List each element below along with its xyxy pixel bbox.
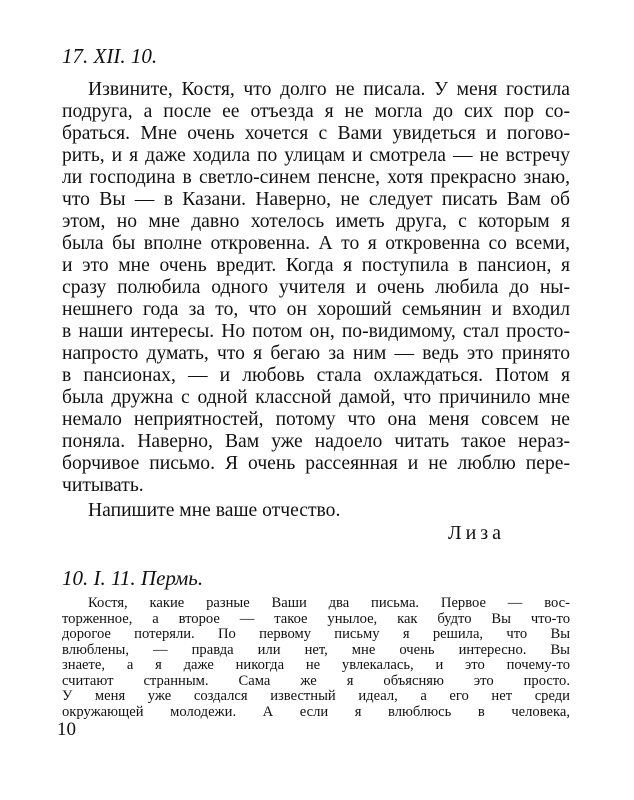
letter-2-line: дорогое потеряли. По первому письму я решила, что Вы <box>62 626 570 642</box>
letter-1-line: ли господина в светло-синем пенсне, хотя прекрасно знаю, <box>62 167 570 188</box>
letter-2-line: Костя, какие разные Ваши два письма. Первое — вос- <box>88 595 570 611</box>
letter-1-line: рить, и я даже ходила по улицам и смотрела — не встречу <box>62 145 570 166</box>
letter-2-line: знаете, а я даже никогда не увлекалась, и это почему-то <box>62 657 570 673</box>
letter-1-line: что Вы — в Казани. Наверно, не следует писать Вам об <box>62 189 570 210</box>
letter-1-signature: Лиза <box>448 522 506 544</box>
letter-1-line: немало неприятностей, потому что она меня совсем не <box>62 409 570 430</box>
page-number: 10 <box>57 719 76 740</box>
letter-1-line: браться. Мне очень хочется с Вами увидеться и погово- <box>62 123 570 144</box>
letter-2-date: 10. I. 11. Пермь. <box>62 566 204 590</box>
letter-1-date: 17. XII. 10. <box>62 44 158 68</box>
letter-1-line: поняла. Наверно, Вам уже надоело читать такое нераз- <box>62 431 570 452</box>
letter-1-line: подруга, а после ее отъезда я не могла до сих пор со- <box>62 101 570 122</box>
letter-1-line: напросто думать, что я бегаю за ним — ведь это принято <box>62 343 570 364</box>
letter-1-line: сразу полюбила одного учителя и очень любила до ны- <box>62 277 570 298</box>
letter-1-line: борчивое письмо. Я очень рассеянная и не люблю пере- <box>62 453 570 474</box>
letter-1-line: читывать. <box>62 475 144 496</box>
letter-1-line: в пансионах, — и любовь стала охлаждаться. Потом я <box>62 365 570 386</box>
letter-1-line: нешнего года за то, что он хороший семьянин и входил <box>62 299 570 320</box>
letter-2-line: торженное, а второе — такое унылое, как будто Вы что-то <box>62 610 570 627</box>
letter-1-line: была дружна с одной классной дамой, что причинило мне <box>62 387 570 408</box>
letter-2-line: У меня уже создался известный идеал, а его нет среди <box>62 688 570 704</box>
letter-2-line: считают странным. Сама же я объясняю это просто. <box>62 672 570 689</box>
letter-1-postscript: Напишите мне ваше отчество. <box>88 500 341 521</box>
letter-1-line: этом, но мне давно хотелось иметь друга, с которым я <box>62 211 570 232</box>
letter-1-line: была бы вполне откровенна. А то я откровенна со всеми, <box>62 233 570 254</box>
letter-2-line: окружающей молодежи. А если я влюблюсь в человека, <box>62 703 570 720</box>
letter-1-line: Извините, Костя, что долго не писала. У меня гостила <box>88 79 570 100</box>
letter-2-line: влюблены, — правда или нет, мне очень интересно. Вы <box>62 641 570 658</box>
letter-1-line: в наши интересы. Но потом он, по-видимому, стал просто- <box>62 321 570 342</box>
letter-1-line: и это мне очень вредит. Когда я поступила в пансион, я <box>62 255 570 276</box>
